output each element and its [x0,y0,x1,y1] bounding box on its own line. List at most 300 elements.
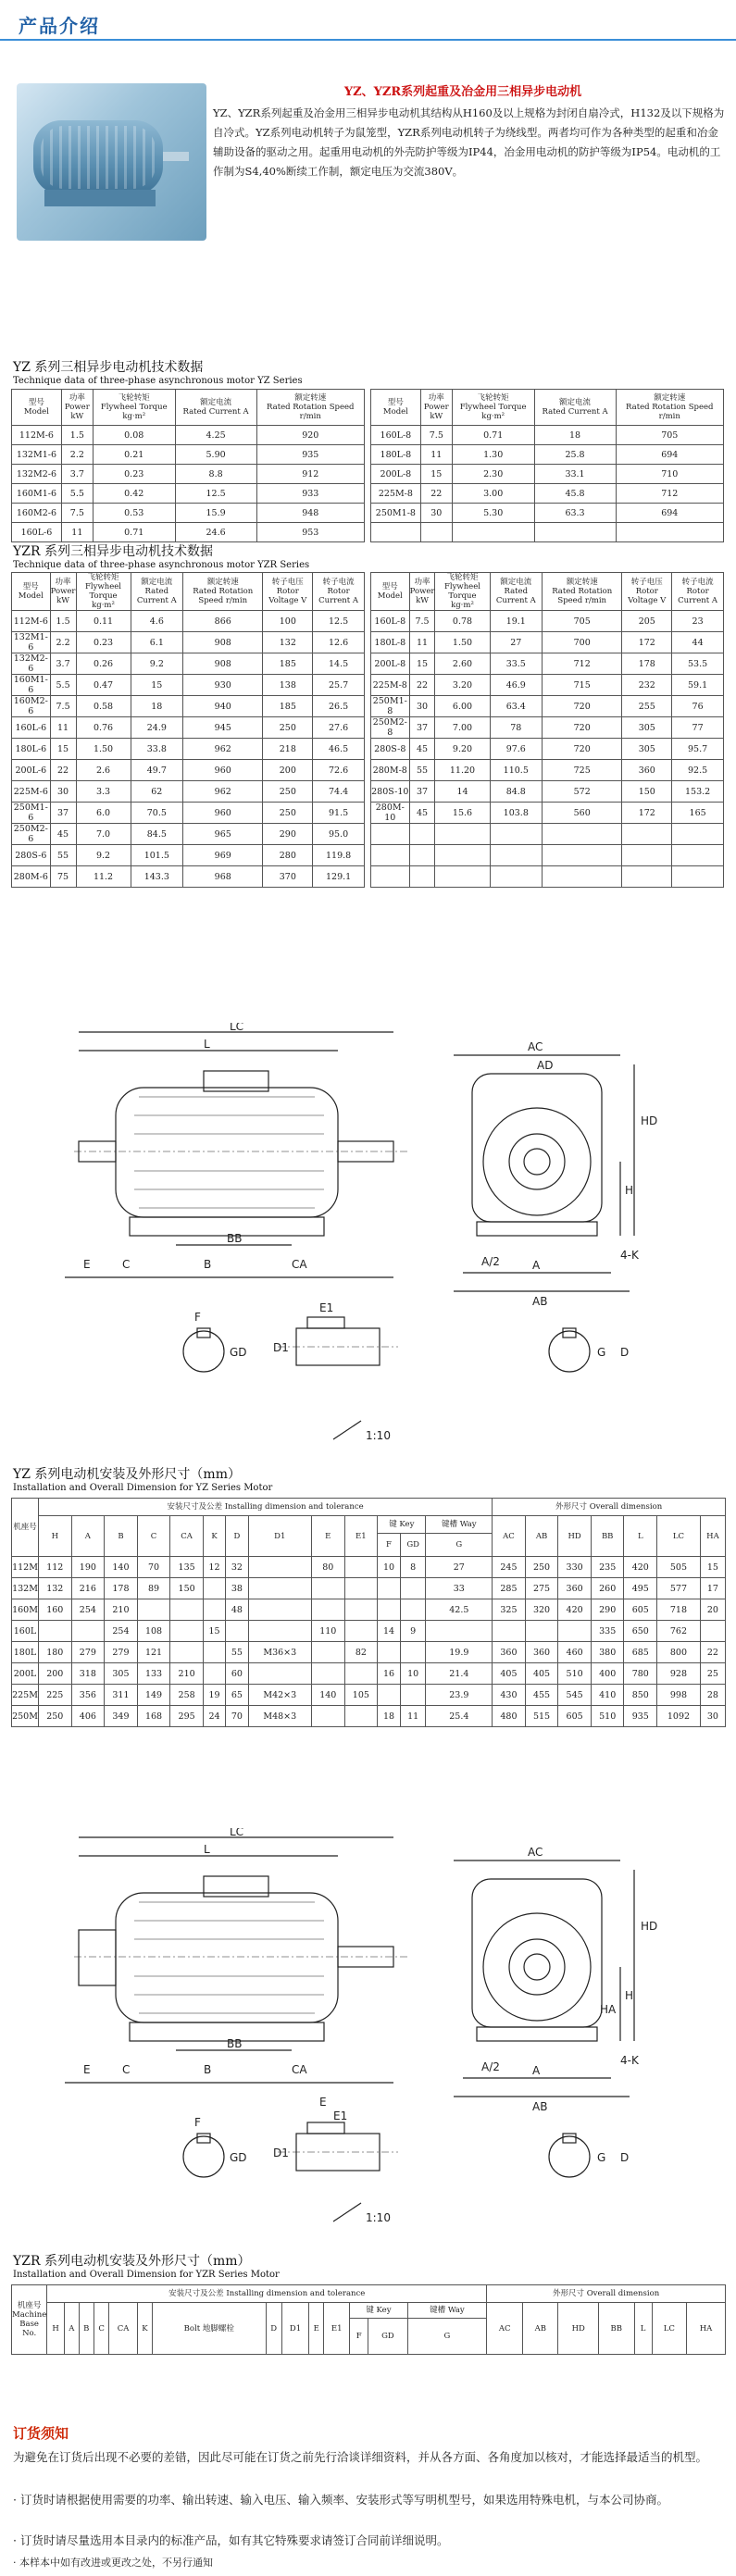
table-cell: 108 [137,1621,170,1642]
column-header: 型号 Model [12,573,51,611]
table-cell: 15.9 [175,504,256,523]
table-gap [364,445,370,465]
table-cell: 19.9 [426,1642,493,1663]
table-cell [543,824,622,845]
table-row [12,1663,726,1685]
column-header: BB [591,1516,624,1557]
table-cell [344,1599,378,1621]
table-cell: 23 [672,611,724,632]
table-gap [364,824,370,845]
yz-dimension-drawing [65,1023,676,1453]
table-cell: 100 [263,611,313,632]
table2-title-cn: YZR 系列三相异步电动机技术数据 [13,544,213,559]
table-cell: 0.78 [435,611,490,632]
table2-title-en: Technique data of three-phase asynchronous motor YZR Series [13,560,310,570]
table-gap [364,675,370,696]
table-gap [364,803,370,824]
table-subgroup-row [12,1516,726,1534]
table-cell: 920 [256,426,364,445]
order-note-2: · 订货时请根据使用需要的功率、输出转速、输入电压、输入频率、安装形式等写明机型号，如果选用特殊电机，与本公司协商。 [13,2493,668,2507]
table-row [12,696,724,717]
table-cell [203,1578,225,1599]
table-cell: 250 [39,1706,72,1727]
table-cell: 305 [622,739,672,760]
table-cell: 285 [493,1578,526,1599]
table-cell: 25 [700,1663,725,1685]
label-4k: 4-K [620,2054,639,2067]
table-row [12,611,724,632]
table-cell: 200L-8 [370,465,420,484]
table-cell: 7.5 [61,504,93,523]
motor-shaft-shape [163,152,189,161]
table-row [12,1578,726,1599]
table1-title-en: Technique data of three-phase asynchronous motor YZ Series [13,376,303,386]
table-cell: 15 [409,653,435,675]
table-cell: 150 [622,781,672,803]
table-cell: 33.8 [131,739,183,760]
table4-title-cn: YZR 系列电动机安装及外形尺寸（mm） [13,2254,251,2269]
table-group-row [12,2285,726,2303]
table-cell: 406 [71,1706,105,1727]
table-cell: 37 [50,803,76,824]
table-cell: 19.1 [490,611,543,632]
motor-front-outline [472,1074,602,1222]
label-f: F [194,1311,201,1324]
table-cell: 160L-6 [12,717,51,739]
table-cell [203,1599,225,1621]
table-cell: 430 [493,1685,526,1706]
table-cell [534,523,616,542]
table-row [12,845,724,866]
table-cell: 19 [203,1685,225,1706]
table-cell: 46.9 [490,675,543,696]
table-cell [435,824,490,845]
column-header: 额定转速 Rated Rotation Speed r/min [256,390,364,426]
table-cell: 105 [344,1685,378,1706]
table-cell: 140 [312,1685,345,1706]
label-e: E [83,2063,91,2076]
table-cell: 510 [591,1706,624,1727]
table-cell: 216 [71,1578,105,1599]
table-cell: 280M-6 [12,866,51,888]
table-cell: 255 [622,696,672,717]
table-cell: 0.71 [452,426,534,445]
table-cell: 5.5 [61,484,93,504]
column-header: 额定电流 Rated Current A [490,573,543,611]
table-cell: 940 [183,696,263,717]
table-cell [672,845,724,866]
table-cell: 560 [543,803,622,824]
group-header: 安装尺寸及公差 Installing dimension and tolerance [39,1499,493,1516]
column-header: G [426,1534,493,1557]
table2-title [13,541,309,570]
table-cell: 75 [50,866,76,888]
table-cell: 210 [170,1663,204,1685]
table-cell: 5.30 [452,504,534,523]
table-cell: 172 [622,803,672,824]
table-cell: 132 [263,632,313,653]
yzr-dimension-drawing [65,1828,676,2235]
table-cell: 15 [700,1557,725,1578]
table-cell [409,866,435,888]
table-cell [370,845,409,866]
table-cell: 260 [591,1578,624,1599]
table-cell [378,1642,401,1663]
table-cell: 685 [624,1642,657,1663]
table-cell: 720 [543,739,622,760]
table-cell: 92.5 [672,760,724,781]
table-cell [378,1685,401,1706]
terminal-box [204,1071,268,1091]
table-cell: 129.1 [313,866,365,888]
label-ac: AC [528,1040,543,1053]
table-cell: 65 [226,1685,248,1706]
table-cell: 149 [137,1685,170,1706]
table-cell: 1.5 [61,426,93,445]
column-header: H [39,1516,72,1557]
column-header: B [105,1516,138,1557]
table-cell: 15.6 [435,803,490,824]
table-cell: 7.0 [76,824,131,845]
table-cell: 9.2 [131,653,183,675]
table-cell: 24.6 [175,523,256,542]
table-cell: 250M [12,1706,39,1727]
column-header: AB [525,1516,558,1557]
label-d1: D1 [273,2147,289,2159]
table4-title [13,2251,280,2280]
label-l: L [204,1038,210,1051]
table-cell: 180L [12,1642,39,1663]
label-bb: BB [227,2037,243,2050]
table-cell: 0.58 [76,696,131,717]
column-header: 型号 Model [370,390,420,426]
column-header: F [378,1534,401,1557]
table-cell: 119.8 [313,845,365,866]
table-cell: 70 [226,1706,248,1727]
table-cell: 20 [700,1599,725,1621]
label-4k: 4-K [620,1249,639,1262]
table-cell: 132 [39,1578,72,1599]
page-title: 产品介绍 [19,15,100,37]
table-cell: 1.30 [452,445,534,465]
column-header: 额定电流 Rated Current A [534,390,616,426]
table-cell: 250 [263,803,313,824]
column-header: C [94,2303,109,2355]
table-cell: 55 [50,845,76,866]
yzr-tech-table [11,572,724,888]
table-cell: 5.90 [175,445,256,465]
table-cell: 1.50 [435,632,490,653]
column-header: AC [493,1516,526,1557]
table-cell: 712 [616,484,723,504]
table-cell: 55 [409,760,435,781]
table-cell: 370 [263,866,313,888]
table-cell [203,1663,225,1685]
table-cell: 121 [137,1642,170,1663]
column-header: L [634,2303,652,2355]
label-ac: AC [528,1846,543,1859]
column-header: K [203,1516,225,1557]
table-cell: 605 [558,1706,592,1727]
table-cell: 11.2 [76,866,131,888]
table-cell: 30 [409,696,435,717]
table-cell: 178 [622,653,672,675]
column-header: K [137,2303,152,2355]
table-cell: 280M-10 [370,803,409,824]
table-cell: 650 [624,1621,657,1642]
column-header: 额定转速 Rated Rotation Speed r/min [183,573,263,611]
table-cell: 4.6 [131,611,183,632]
table-cell: 0.11 [76,611,131,632]
table-cell: 2.60 [435,653,490,675]
table-cell: 515 [525,1706,558,1727]
column-header: BB [598,2303,634,2355]
table-cell [248,1557,311,1578]
table-cell: 143.3 [131,866,183,888]
table-cell: 325 [493,1599,526,1621]
column-header: GD [368,2319,407,2355]
column-header: E1 [324,2303,350,2355]
table-cell: 178 [105,1578,138,1599]
table-cell: 3.3 [76,781,131,803]
table-cell: 948 [256,504,364,523]
table-cell: 62 [131,781,183,803]
table-cell [378,1599,401,1621]
table-cell [344,1621,378,1642]
column-header: HA [687,2303,726,2355]
column-header: 机座号 Machine Base No. [12,2285,47,2355]
table-header-row [12,390,724,426]
table-cell: 953 [256,523,364,542]
table-cell: 960 [183,803,263,824]
table-cell: 969 [183,845,263,866]
column-header: 额定转速 Rated Rotation Speed r/min [543,573,622,611]
table-cell: 45 [50,824,76,845]
table-cell: 505 [657,1557,701,1578]
table-cell: 12 [203,1557,225,1578]
table-cell: 510 [558,1663,592,1685]
table-cell: 250 [263,717,313,739]
table-cell [344,1706,378,1727]
table-cell: 165 [672,803,724,824]
table-cell [170,1599,204,1621]
table-gap [364,390,370,426]
table-row [12,1706,726,1727]
table-cell: 960 [183,760,263,781]
table-cell: 17 [700,1578,725,1599]
table-cell: 908 [183,653,263,675]
table-cell: 38 [226,1578,248,1599]
table-cell [558,1621,592,1642]
table-cell: 95.0 [313,824,365,845]
label-a2: A/2 [481,1255,500,1268]
label-taper: 1:10 [366,1429,391,1442]
table3-title-en: Installation and Overall Dimension for YZ Series Motor [13,1483,273,1493]
table-cell: 7.5 [420,426,452,445]
table-cell: 349 [105,1706,138,1727]
table-cell [248,1663,311,1685]
table-row [12,739,724,760]
table-cell: 37 [409,717,435,739]
table-cell: 3.20 [435,675,490,696]
table-cell: 935 [256,445,364,465]
table-cell: 3.00 [452,484,534,504]
table-cell: 225M-8 [370,675,409,696]
table-cell: 44 [672,632,724,653]
motor-side-outline [116,1088,338,1217]
table-cell [39,1621,72,1642]
table-cell: 138 [263,675,313,696]
table-row [12,653,724,675]
label-g: G [597,2151,606,2164]
column-header: 功率 Power kW [420,390,452,426]
table-cell: 14.5 [313,653,365,675]
table-cell [409,824,435,845]
label-gd: GD [230,2151,247,2164]
table-cell: 14 [378,1621,401,1642]
table3-title [13,1464,272,1493]
table-cell: 930 [183,675,263,696]
table-row [12,717,724,739]
label-e: E [83,1258,91,1271]
table-cell: 200L-6 [12,760,51,781]
table-cell: 3.7 [50,653,76,675]
table-cell: 225M [12,1685,39,1706]
table-cell: 2.30 [452,465,534,484]
table-cell: 480 [493,1706,526,1727]
column-header: AB [523,2303,558,2355]
table-cell: 78 [490,717,543,739]
table-cell: 410 [591,1685,624,1706]
table-cell: 30 [50,781,76,803]
table-cell [493,1621,526,1642]
table-cell: 235 [591,1557,624,1578]
order-note-5: · 本样本中如有改进或更改之处，不另行通知 [13,2557,213,2569]
table-cell: 8.8 [175,465,256,484]
table-cell [378,1578,401,1599]
table-cell: 495 [624,1578,657,1599]
table-cell: 160M2-6 [12,696,51,717]
table-cell: 25.4 [426,1706,493,1727]
table-cell [71,1621,105,1642]
table-cell [700,1621,725,1642]
table-cell [248,1578,311,1599]
column-header: 机座号 [12,1499,39,1557]
table-cell: 0.23 [93,465,175,484]
table-cell: 0.23 [76,632,131,653]
table-gap [364,611,370,632]
table-cell: 280 [263,845,313,866]
table-cell: 15 [50,739,76,760]
table-cell: 95.7 [672,739,724,760]
group-header: 外形尺寸 Overall dimension [493,1499,726,1516]
table-cell: 59.1 [672,675,724,696]
label-taper: 1:10 [366,2211,391,2224]
table-cell: 928 [657,1663,701,1685]
table-cell: 33 [426,1578,493,1599]
table-cell: 185 [263,696,313,717]
table-row [12,445,724,465]
motor-photo [17,83,206,241]
group-header: 键 Key [350,2303,407,2319]
table-cell: 935 [624,1706,657,1727]
table-cell: 572 [543,781,622,803]
table-cell: 30 [700,1706,725,1727]
table-cell: 250 [525,1557,558,1578]
table-cell: 180L-8 [370,445,420,465]
table-cell: 0.08 [93,426,175,445]
table-gap [364,653,370,675]
table-cell: 2.2 [61,445,93,465]
table-cell: 912 [256,465,364,484]
label-ab: AB [532,1295,548,1308]
table-cell: 360 [493,1642,526,1663]
label-lc: LC [230,1023,244,1033]
table-cell: 280S-8 [370,739,409,760]
table-cell: 11.20 [435,760,490,781]
table-cell [622,866,672,888]
table-cell: 22 [409,675,435,696]
column-header: C [137,1516,170,1557]
table-cell: 112 [39,1557,72,1578]
column-header: 飞轮转矩 Flywheel Torque kg·m² [452,390,534,426]
order-note-3: · 订货时请尽量选用本目录内的标准产品，如有其它特殊要求请签订合同前详细说明。 [13,2533,449,2547]
table-cell: 24.9 [131,717,183,739]
table-row [12,824,724,845]
table-cell [490,845,543,866]
table-cell: 25.7 [313,675,365,696]
table-row [12,465,724,484]
table-cell: 15 [203,1621,225,1642]
table-cell: 27.6 [313,717,365,739]
column-header: GD [400,1534,426,1557]
column-header: 额定电流 Rated Current A [175,390,256,426]
table-cell [400,1642,426,1663]
table-cell: 0.21 [93,445,175,465]
table-cell: 250 [263,781,313,803]
table-cell [203,1642,225,1663]
table-cell: 45 [409,739,435,760]
column-header: 功率 Power kW [61,390,93,426]
header-rule [0,39,736,41]
table-cell: 74.4 [313,781,365,803]
table-cell: 780 [624,1663,657,1685]
table-cell: 140 [105,1557,138,1578]
table-cell: 577 [657,1578,701,1599]
table-cell: 132M1-6 [12,632,51,653]
yz-dimension-table [11,1498,726,1727]
column-header: E1 [344,1516,378,1557]
column-header: A [64,2303,79,2355]
table-cell: 133 [137,1663,170,1685]
column-header: 转子电流 Rotor Current A [672,573,724,611]
label-lc: LC [230,1828,244,1838]
table-cell: 245 [493,1557,526,1578]
table-cell: 112M-6 [12,611,51,632]
table-cell: 153.2 [672,781,724,803]
table-cell: 0.42 [93,484,175,504]
motor-front-circle [483,1108,591,1215]
column-header: 型号 Model [12,390,62,426]
table1-title [13,357,303,386]
table-row [12,1685,726,1706]
table-cell: 42.5 [426,1599,493,1621]
table-cell: 725 [543,760,622,781]
table-cell: 82 [344,1642,378,1663]
table-row [12,1557,726,1578]
table-cell [226,1621,248,1642]
table-cell: 305 [105,1663,138,1685]
